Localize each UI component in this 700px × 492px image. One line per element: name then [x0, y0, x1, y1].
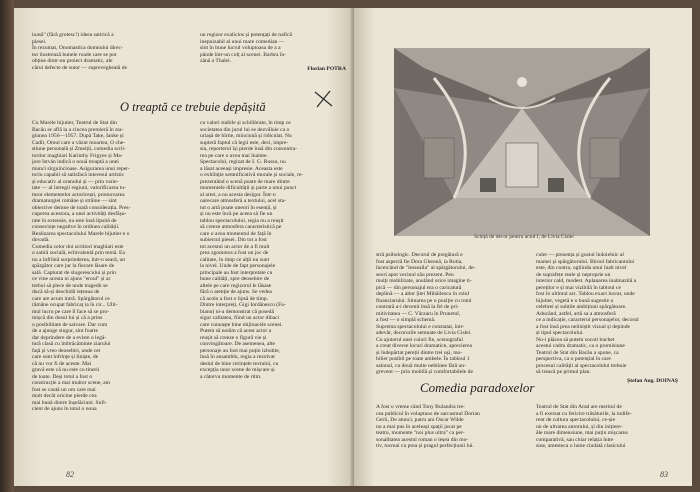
text-line: adevăr, decorurile semnate de Livia Cislei.	[376, 330, 472, 336]
text-line: salonul, cu două multe neblinee fără un-	[376, 362, 466, 369]
text-line: ducă să-și deschidă rețeaua de	[32, 289, 100, 295]
text-line: rate în extensie, nu este însă lipsită de	[32, 217, 117, 224]
text-line: societatea din jurul lui se dezvăluie ca o	[200, 126, 290, 133]
text-line: zână a Thalei.	[200, 58, 232, 64]
text-line: să treacă pe primul plan.	[536, 369, 591, 375]
text-line: și nu este încă pe aceea să fie un	[200, 211, 273, 217]
text-line: personaje au fost mai puțin izbutite,	[200, 347, 281, 354]
left-column-1	[32, 120, 182, 460]
text-line: o exhibiție semnificativă morale și sociale, re-	[200, 172, 304, 178]
right-signature: Ștefan Aug. DOINAȘ	[627, 377, 678, 384]
right-bottom-column-2	[536, 404, 684, 464]
text-line: al artei, a nu acesta desigur. Într-o	[200, 191, 276, 198]
text-line: procesul calității al spectacolului trebuie	[536, 362, 627, 369]
text-line: prezentând o scenă poate de mare dintre	[200, 178, 290, 185]
text-line: cea publicul în voluptuos de sarcasmul Dorian	[376, 410, 480, 417]
text-line: tură clasă cu îmbrăcăminte ziarului	[32, 341, 111, 347]
text-line: și îndepărtat pereții dintre trei uși, mo-	[376, 349, 463, 356]
text-line: deplină — a altor Ștei Mihăilescu în rolul	[376, 291, 470, 297]
text-line: Cu ajutorul unei culori fie, scenograful	[376, 336, 463, 343]
text-line: față și vreo deosebiri, unde cei	[32, 347, 101, 354]
text-line: a fi exersat cu fericire trăsăturile, la indife-	[536, 410, 632, 417]
text-line: bune calități, spre deosebire de	[200, 276, 270, 282]
text-line: convingătoare. De asemenea, alte	[200, 341, 276, 347]
text-line: bianu) ni-a demonstrat că posedă	[200, 308, 274, 315]
text-line: mitivitatea — C. Vărzaru în Prunetul,	[376, 310, 461, 317]
text-line: Bacău se află la a cincea premieră în sta-	[32, 126, 124, 133]
text-line: Suprema spectacolului e constatat, într-	[376, 323, 465, 330]
text-line: gravă este că nu este cu tinerii	[32, 367, 100, 373]
text-line: ioasă" (fără grotesc!) ideea satirică a	[32, 32, 114, 38]
text-line: excepția unor scene de mișcare și	[200, 367, 275, 373]
text-line: că acolo a fost o lipsă de timp.	[200, 295, 269, 302]
text-line: care cunoaște bine mijloacele scenei.	[200, 321, 283, 328]
text-line: sigur calitatea, fiind un actor dibaci	[200, 315, 280, 321]
text-line: A fost o vreme când Tony Bulandra tre-	[376, 404, 465, 410]
text-line: și tipul spectacolului.	[536, 330, 584, 336]
text-line: tiv, tocmai cu prea și pragul perfecțiunii lui.	[376, 443, 474, 449]
text-line: Putem să notăm că acest actor a	[200, 328, 272, 334]
text-line: cu valori stabile și schilibrate, în timp ce	[200, 120, 291, 126]
left-top-column-2	[200, 32, 350, 72]
text-line: Nu-i plăcea să putem socoti buchet	[536, 336, 615, 343]
text-line: sia, reporterul își pierde însă din concentra-	[200, 146, 298, 152]
text-line: turor elementelor actoricești, promovarea	[32, 191, 125, 198]
text-line: ce vine acesta ni ajuns "eroul" și ar	[32, 276, 111, 282]
text-line: momentele dificultății și parte a unui punct	[200, 185, 297, 191]
text-line: un regizor exalicios și potențați de nafică	[200, 32, 292, 38]
text-line: la nivel. Unde de fapt personajele	[200, 263, 276, 269]
text-line: supieră faptul că legii este, deci, impre-	[200, 139, 289, 146]
text-line: rent de cultura spectacolului, ce-șie	[536, 417, 616, 423]
text-line: interior cald, modest. Aplanarea inalmazită a	[536, 278, 637, 284]
right-column-2	[536, 252, 684, 382]
text-line: sine, amesteca o lume ciudată clasicului	[536, 443, 626, 449]
text-line: Gerii, De atunci, patru ani Oscar Wilde	[376, 417, 464, 423]
text-line: de toate. Deși totul a fost o	[32, 373, 93, 380]
text-line: contrară a-i devenit însă la fel de pri-	[376, 304, 459, 310]
text-line: spărgător care jur la fiecare lăsare de	[32, 263, 115, 269]
text-line: piesei.	[32, 38, 47, 45]
text-line: mulți mobilizate, anulând orice imagine ti-	[376, 278, 472, 284]
stage-set-photo	[394, 48, 650, 236]
top-signature: Florian POTRA	[307, 65, 346, 72]
text-line: mai bună dintre înșelăciuni. Sufi-	[32, 399, 107, 406]
text-line: uriașă de hîrtie, minciună și ridiculat. Nu	[200, 133, 292, 139]
text-line: este, din contra, ogliinda unui înalt nivel	[536, 265, 627, 271]
text-line: care o avea momentul de față în	[200, 230, 272, 237]
text-line: principale au fost interpretate cu	[200, 269, 273, 276]
text-line: subiectul piesei. Din tot a fost	[200, 237, 267, 243]
text-line: rămâne ocupat fabricaț ia în cir... Ulti-	[32, 302, 118, 308]
text-line: stră psihologic. Decorul de pregătură e	[376, 252, 463, 258]
text-line: o satiră socială, echivalentă prin temă. Ea	[32, 250, 125, 256]
text-line: calitate, în timp ce alții nu sunt	[200, 256, 270, 263]
text-line: dramaturgiei române și străine — sint	[32, 198, 117, 204]
text-line: ce a indicație, caracterul personajelor, decorul	[536, 317, 639, 323]
left-top-column-1	[32, 32, 182, 71]
text-line: mult decât oricine pierde cea	[32, 393, 97, 399]
text-line: mul lucru pe care îl face să se pro-	[32, 308, 110, 315]
text-line: bilier posibil pe toate ambele. În tabloul 1	[376, 356, 470, 362]
text-line: Realizarea spectacolului Marele bijutier e o	[32, 230, 130, 237]
text-line: fără o atenție de ajuns. Se vedea	[200, 289, 272, 295]
text-line: a fost însă prea neliniștit vizual și depinde	[536, 323, 630, 330]
photo-caption: Schiță de decor pentru actul I, de Livia Cislei	[474, 234, 574, 240]
book-binding	[0, 0, 14, 492]
text-line: care sunt înfrințe și liniște, de	[32, 354, 99, 360]
text-line: a fost — o simplă schemă.	[376, 317, 436, 323]
right-page	[354, 8, 692, 486]
stage-set-sketch	[394, 48, 650, 236]
text-line: obține dintr-un proiect dramatic, ale	[32, 58, 113, 64]
text-line: consecințe negative în ordinea calității.	[32, 224, 120, 230]
text-line: ăle mare dimensiune, mai puțin mișcarea	[536, 430, 628, 436]
text-line: celebrei și subtile ambițiuni spărgătoare.	[536, 304, 627, 310]
text-line: a câtorva momente de ritm.	[200, 373, 262, 380]
text-line: inepuizabil al unui mare comedian —	[200, 38, 285, 45]
text-line: sint în bune lucrul voluptoasa de a a	[200, 45, 281, 51]
text-line: tate — al întregii regiuni, valorificarea tu-	[32, 185, 126, 191]
text-line: tut o artă poate uneori în esență, și	[200, 204, 277, 211]
text-line: Teatrul de Stat din Arad are meritul de	[536, 404, 622, 410]
text-line: nu a mai pus în aceleași spații jucat pe	[376, 423, 462, 430]
text-line: de a ajunge singur, sint foarte	[32, 328, 98, 334]
text-line: pică — din personajul era o caricatură	[376, 284, 462, 291]
text-line: Cu Marele bijutier, Teatrul de Stat din	[32, 120, 117, 126]
text-line: că nu vor fi de aceste. Mai	[32, 360, 92, 367]
text-line: bijutier, vegetă e o bună sugestie a	[536, 297, 613, 304]
text-line: financiarului. Situarea pe o poziție cu totul	[376, 297, 472, 304]
text-line: sală. Capturat de slugerescului și prin	[32, 269, 116, 276]
text-line: care are acum intră. Spărgătorul ce	[32, 295, 110, 302]
text-line: Teatrul de Stat din Bacău a spune, ca	[536, 349, 619, 356]
text-line: Aducând, astfel, artă sa a atmosferă	[536, 310, 616, 317]
text-line: trebui să plece de unde tragedii se	[32, 282, 108, 289]
text-line: dovadă.	[32, 237, 50, 243]
text-line: tot acestui un actor de a fi mult	[200, 243, 270, 250]
text-line: a creat diverse locuri dramatice, aprecierea	[376, 343, 472, 349]
text-line: a lăsat aceeași impresie. Aceasta este	[200, 165, 283, 172]
text-line: pânde într-un colț al scenei. Barbra în-	[200, 51, 287, 58]
text-line: însă în ansamblu, regia a rezolvat	[200, 354, 275, 360]
text-line: stiune personală și Zmeiții, comedia scrii-	[32, 146, 126, 152]
text-line: nu a înfrîntă surprinderea, într-o seară, un	[32, 256, 126, 263]
text-line: fost se caută un om care mai	[32, 386, 96, 393]
left-column-2	[200, 120, 350, 460]
page-number-right: 83	[660, 470, 668, 479]
text-line: grevent — prin mobilă și comfortabilele de	[376, 369, 473, 375]
text-line: munci sîrguincioase. Asigurarea unui reper-	[32, 165, 130, 172]
text-line: oarecare atmosferă a textului, acel sta-	[200, 198, 287, 204]
text-line: giunea 1956—1957. După Take, Ianke și	[32, 133, 124, 139]
text-line: sonalitatea acestui roman o ieșea din mo-	[376, 436, 469, 443]
text-line: pereților e și mai vizibilă în tabloul ce	[536, 284, 621, 291]
text-line: Comedia celor doi scriitori maghiari este	[32, 243, 124, 250]
text-line: dar deprindere de a eviste o legă-	[32, 334, 107, 341]
text-line: torilor maghiari Karinthy Frigyes și Ma-	[32, 152, 123, 159]
text-line: În rezumat, Onomastica domnului direc-	[32, 45, 123, 51]
article-title-right: Comedia paradoxelor	[420, 380, 535, 395]
text-line: perspectiva, ca o potențial în care	[536, 356, 611, 362]
text-line: să creeze atmosfera caracteristică pe	[200, 224, 282, 230]
page-number-left: 82	[66, 470, 74, 479]
text-line: Dintre interpreți, Gigi Iordănescu (Fa-	[200, 302, 286, 308]
text-line: o posibilitate de salvare. Dar cum	[32, 321, 108, 328]
text-line: cărui defecte de sutor — suprevegheată de	[32, 64, 128, 71]
text-line: rea pe care o avea mai înainte.	[200, 152, 268, 159]
text-line: comparativă, sau chiar relația între	[536, 436, 614, 443]
text-line: tor ilustrează bunele roade care se pot	[32, 51, 117, 58]
text-line: de suprafețe reale și neproprie un	[536, 271, 611, 278]
text-line: construcție a mai multor scene, am	[32, 380, 110, 386]
text-line: toriu capabil să satisfacă interesul artistic	[32, 172, 125, 178]
right-column-1	[376, 252, 524, 375]
text-line: cuperea acestora, a unei activități desfășu-	[32, 211, 127, 217]
text-line: destul de bine cerințele textului, cu	[200, 360, 279, 367]
text-line: mișcă din dosul lui și că a prins	[32, 315, 103, 321]
text-line: fost în ultimul act. Tablou exact lucrat, unde	[536, 291, 635, 297]
text-line: și educativ al oranului și — prin varie-	[32, 178, 119, 185]
text-line: culer — prezența și gustul îndoielnic al	[536, 252, 624, 258]
text-line: acestui cadru dramatic, ca o promisiune	[536, 343, 625, 349]
text-line: fost aspectă fie Dora Gheonă, ia Rotia,	[376, 258, 463, 265]
text-line: obiective demne de toată considerația. Pres-	[32, 204, 131, 211]
article-title-left: O treaptă ce trebuie depășită	[120, 100, 266, 114]
handwritten-mark	[312, 88, 336, 110]
text-line: seori apot vecinul său prezent. Peu	[376, 271, 454, 278]
text-line: prea zgomotos a fost un joc de	[200, 250, 269, 256]
text-line: altele pe care regizorul le lăsase	[200, 282, 272, 289]
text-line: Spectacolul, regizat de I. G. Russu, nu	[200, 159, 286, 165]
text-line: Cadîr, Omul care a văzut moartea, O che-	[32, 139, 126, 146]
text-line: mamei și spărgătorului. Biroul fabricantului	[536, 258, 635, 265]
left-page	[14, 8, 354, 486]
text-line: jore István indică o nouă treaptă a unei	[32, 159, 119, 165]
text-line: reușit să creeze o figură vie și	[200, 334, 267, 341]
text-line: încercând de "lesseaila" al spărgătorului, de-	[376, 265, 476, 271]
text-line: cient de ajuns în totul o noua	[32, 406, 97, 412]
text-line: un de ultrarea autorului, și din inițiere-	[536, 423, 623, 430]
text-line: teatru, momente "noi plus ultra" ca per-	[376, 430, 465, 436]
text-line: tablou spectacolului, regia nu a reușit	[200, 217, 284, 224]
right-bottom-column-1	[376, 404, 524, 464]
